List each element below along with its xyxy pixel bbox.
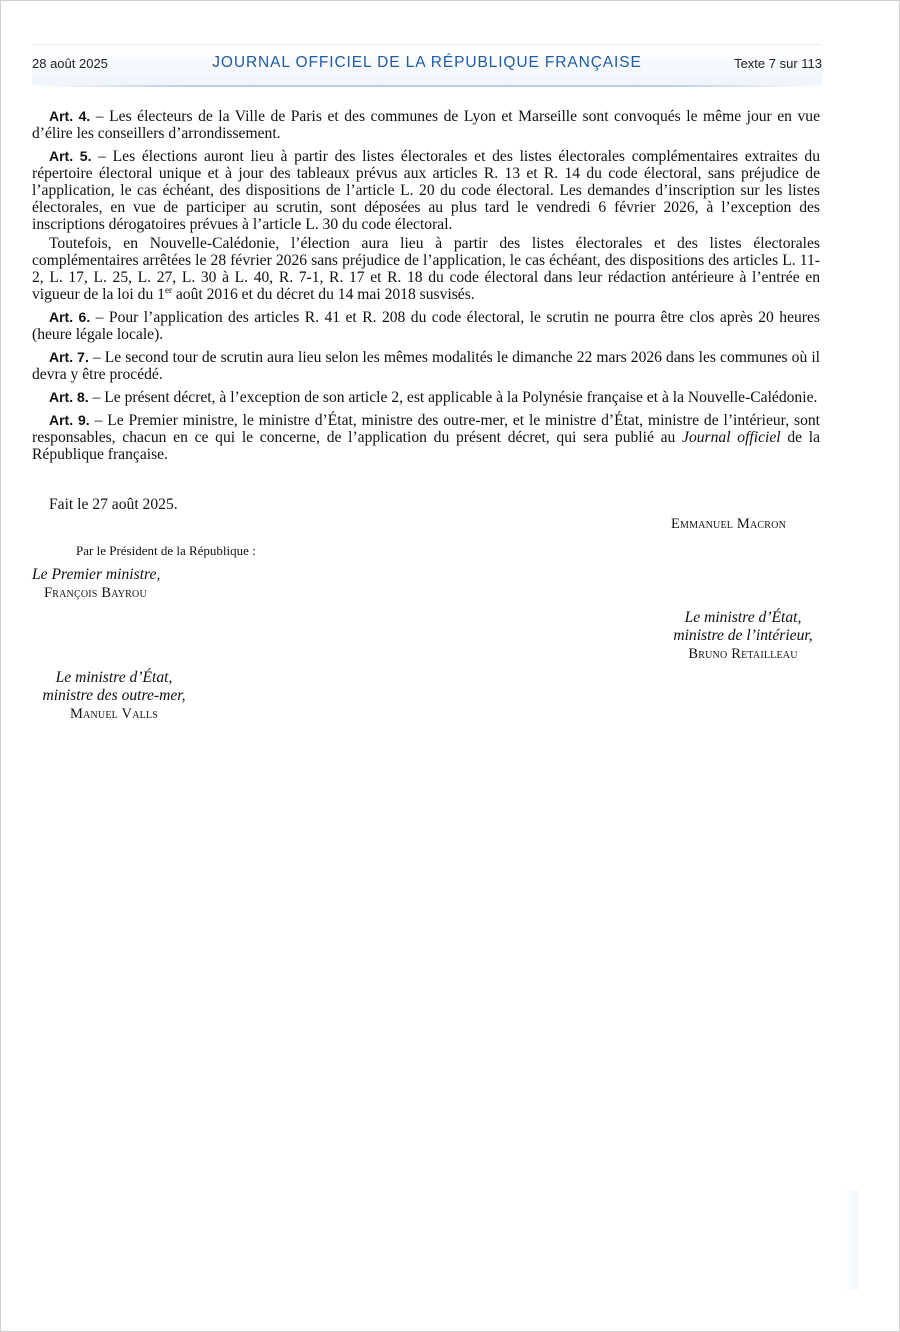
signature-role: Le ministre d’État, <box>684 609 802 626</box>
signature-role: ministre des outre-mer, <box>42 687 186 704</box>
article-label: Art. 4. <box>49 108 91 124</box>
signature-name: Manuel Valls <box>69 706 158 722</box>
article-text: Pour l’application des articles R. 41 et R. 208 du code électoral, le scrutin ne pourra être clos après 20 heures (heure légale locale). <box>32 309 820 343</box>
article-label: Art. 6. <box>49 309 91 325</box>
header-page-info: Texte 7 sur 113 <box>734 56 822 71</box>
article-7: Art. 7. – Le second tour de scrutin aura lieu selon les mêmes modalités le dimanche 22 mars 2026 dans les communes où il devra y être procédé. <box>32 349 821 383</box>
article-5: Art. 5. – Les élections auront lieu à partir des listes électorales et des listes électorales complémentaires extraites du répertoire électoral unique et à jour des tableaux prévus aux articles R. 13 et R. 14 du code électoral, sans préjudice de l’application, le cas échéant, des dispositions de l’article L. 20 du code électoral. Les demandes d’inscription sur les listes électorales, en vue de participer au scrutin, sont déposées au plus tard le vendredi 6 février 2026, à l’exception des inscriptions dérogatoires prévues à l’article L. 30 du code électoral. <box>32 148 820 233</box>
article-text: Le présent décret, à l’exception de son article 2, est applicable à la Polynésie française et à la Nouvelle-Calédonie. <box>104 389 818 406</box>
signature-role: Le Premier ministre, <box>32 566 161 583</box>
signature-role: Le ministre d’État, <box>55 669 173 686</box>
scrollbar-track[interactable] <box>844 1190 858 1290</box>
signature-name: Bruno Retailleau <box>688 646 798 662</box>
article-9: Art. 9. – Le Premier ministre, le ministre d’État, ministre des outre-mer, et le ministre d’État, ministre de l’intérieur, sont responsables, chacun en ce qui le concerne, de l’application du présent décret, qui sera publié au Journal officiel de la République française. <box>32 412 821 463</box>
prime-minister-signature <box>32 566 160 602</box>
article-4: Art. 4. – Les électeurs de la Ville de Paris et des communes de Lyon et Marseille sont convoqués le même jour en vue d’élire les conseillers d’arrondissement. <box>32 108 821 142</box>
signature-role: ministre de l’intérieur, <box>673 627 813 644</box>
overseas-minister-signature <box>32 669 196 723</box>
document-body <box>32 108 820 469</box>
article-text: Les électeurs de la Ville de Paris et des communes de Lyon et Marseille sont convoqués le même jour en vue d’élire les conseillers d’arrondissement. <box>32 108 821 142</box>
article-label: Art. 7. <box>49 349 89 365</box>
article-text: Les élections auront lieu à partir des listes électorales et des listes électorales complémentaires extraites du répertoire électoral unique et à jour des tableaux prévus aux articles R. 13 et R. 14 du code électoral, sans préjudice de l’application, le cas échéant, des dispositions de l’article L. 20 du code électoral. Les demandes d’inscription sur les listes électorales, en vue de participer au scrutin, sont déposées au plus tard le vendredi 6 février 2026, à l’exception des inscriptions dérogatoires prévues à l’article L. 30 du code électoral. <box>32 148 820 233</box>
president-signature: Emmanuel Macron <box>670 516 786 532</box>
article-label: Art. 9. <box>49 412 90 428</box>
article-text: Le second tour de scrutin aura lieu selon les mêmes modalités le dimanche 22 mars 2026 dans les communes où il devra y être procédé. <box>32 349 821 383</box>
header-date: 28 août 2025 <box>32 56 108 71</box>
interior-minister-signature <box>660 609 826 663</box>
made-date: Fait le 27 août 2025. <box>49 496 178 513</box>
article-5-paragraph-2: Toutefois, en Nouvelle-Calédonie, l’élection aura lieu à partir des listes électorales et des listes électorales complémentaires arrêtées le 28 février 2026 sans préjudice de l’application, le cas échéant, des dispositions des articles L. 11-2, L. 17, L. 25, L. 27, L. 30 à L. 40, R. 7-1, R. 17 et R. 18 du code électoral dans leur rédaction antérieure à l’entrée en vigueur de la loi du 1er août 2016 et du décret du 14 mai 2018 susvisés. <box>32 235 820 303</box>
journal-officiel-italic: Journal officiel <box>682 429 781 446</box>
page-header <box>32 44 822 87</box>
article-label: Art. 5. <box>49 148 92 164</box>
article-6: Art. 6. – Pour l’application des articles R. 41 et R. 208 du code électoral, le scrutin ne pourra être clos après 20 heures (heure légale locale). <box>32 309 820 343</box>
signature-name: François Bayrou <box>44 585 147 601</box>
countersign-intro: Par le Président de la République : <box>76 543 256 558</box>
journal-title: JOURNAL OFFICIEL DE LA RÉPUBLIQUE FRANÇAISE <box>212 54 642 71</box>
article-label: Art. 8. <box>49 389 89 405</box>
article-8: Art. 8. – Le présent décret, à l’exception de son article 2, est applicable à la Polynésie française et à la Nouvelle-Calédonie. <box>49 389 818 406</box>
